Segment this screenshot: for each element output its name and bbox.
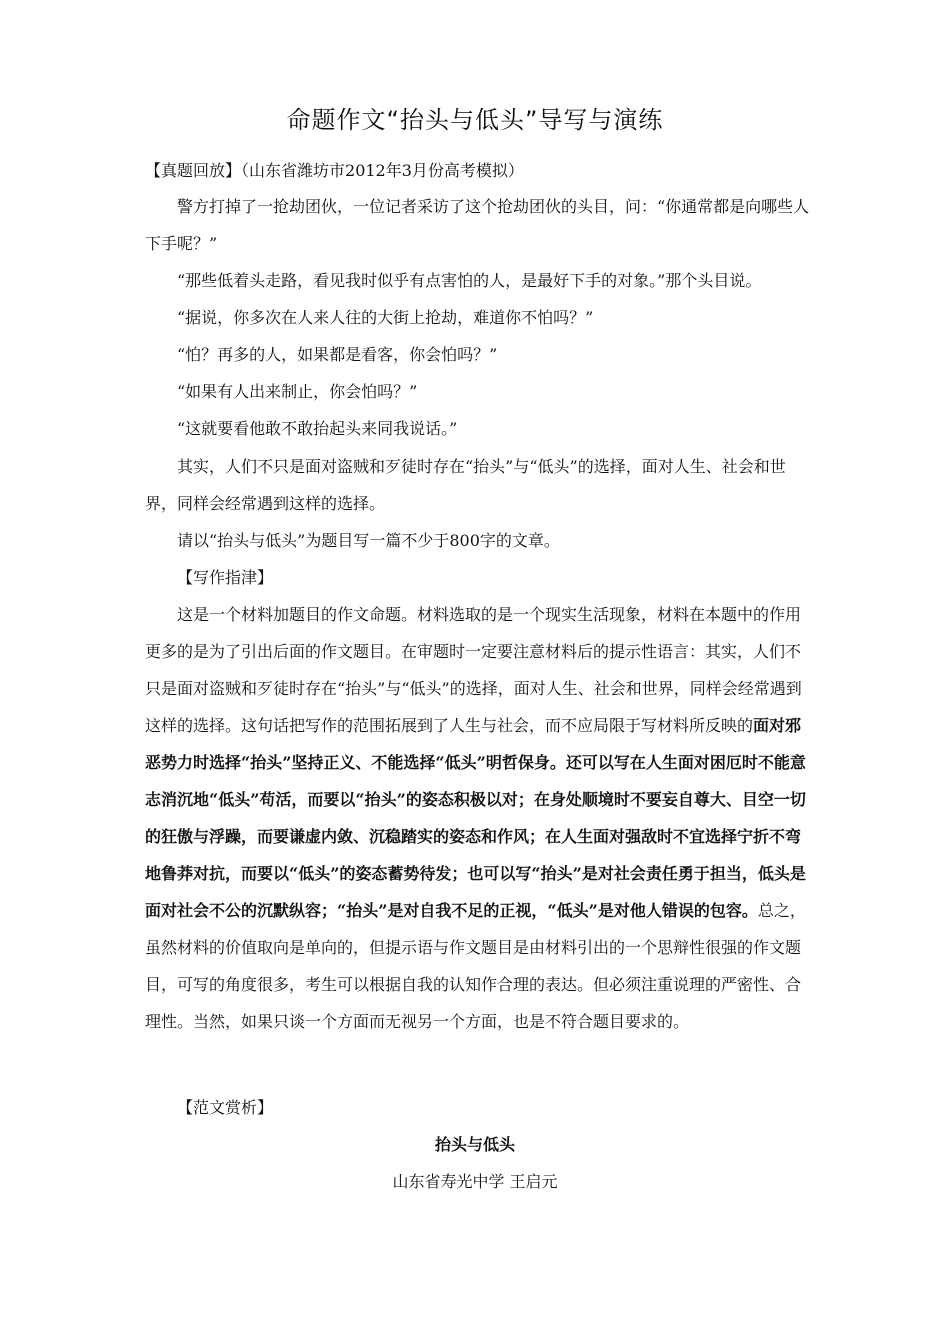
guide-paragraph xyxy=(145,596,810,1040)
sample-label: 【范文赏析】 xyxy=(177,1098,274,1117)
intro-label: 【真题回放】 xyxy=(145,161,242,180)
story-paragraph-7: 其实，人们不只是面对盗贼和歹徒时存在“抬头”与“低头”的选择，面对人生、社会和世界，同样会经常遇到这样的选择。 xyxy=(145,457,786,513)
guide-text-after: 总之，虽然材料的价值取向是单向的，但提示语与作文题目是由材料引出的一个思辩性很强的作文题目，可写的角度很多，考生可以根据自我的认知作合理的表达。但必须注重说理的严密性、合理性。当然，如果只谈一个方面而无视另一个方面，也是不符合题目要求的。 xyxy=(145,901,806,1031)
intro-line xyxy=(145,152,810,189)
story-paragraph-3: “据说，你多次在人来人往的大街上抢劫，难道你不怕吗？” xyxy=(177,308,594,327)
story-paragraph-1: 警方打掉了一抢劫团伙，一位记者采访了这个抢劫团伙的头目，问：“你通常都是向哪些人下手呢？” xyxy=(145,197,810,253)
guide-label: 【写作指津】 xyxy=(177,568,274,587)
writing-prompt: 请以“抬头与低头”为题目写一篇不少于800字的文章。 xyxy=(177,531,560,550)
document-title: 命题作文“抬头与低头”导写与演练 xyxy=(286,106,664,134)
story-paragraph-5: “如果有人出来制止，你会怕吗？” xyxy=(177,382,418,401)
sample-essay-title: 抬头与低头 xyxy=(434,1135,515,1154)
guide-text-emphasis: 面对邪恶势力时选择“抬头”坚持正义、不能选择“低头”明哲保身。还可以写在人生面对困厄时不能意志消沉地“低头”苟活，而要以“抬头”的姿态积极以对；在身处顺境时不要妄自尊大、目空一切的狂傲与浮躁，而要谦虚内敛、沉稳踏实的姿态和作风；在人生面对强敌时不宜选择宁折不弯地鲁莽对抗，而要以“低头”的姿态蓄势待发；也可以写“抬头”是对社会责任勇于担当，低头是面对社会不公的沉默纵容；“抬头”是对自我不足的正视，“低头”是对他人错误的包容。 xyxy=(145,716,806,920)
story-paragraph-4: “怕？再多的人，如果都是看客，你会怕吗？” xyxy=(177,345,498,364)
story-paragraph-2: “那些低着头走路，看见我时似乎有点害怕的人，是最好下手的对象。”那个头目说。 xyxy=(177,271,762,290)
story-paragraph-6: “这就要看他敢不敢抬起头来同我说话。” xyxy=(177,419,458,438)
sample-essay-author: 山东省寿光中学 王启元 xyxy=(392,1172,558,1191)
guide-text-before: 这是一个材料加题目的作文命题。材料选取的是一个现实生活现象，材料在本题中的作用更多的是为了引出后面的作文题目。在审题时一定要注意材料后的提示性语言：其实，人们不只是面对盗贼和歹徒时存在“抬头”与“低头”的选择，面对人生、社会和世界，同样会经常遇到这样的选择。这句话把写作的范围拓展到了人生与社会，而不应局限于写材料所反映的 xyxy=(145,605,802,735)
intro-source: （山东省潍坊市2012年3月份高考模拟） xyxy=(241,161,524,180)
